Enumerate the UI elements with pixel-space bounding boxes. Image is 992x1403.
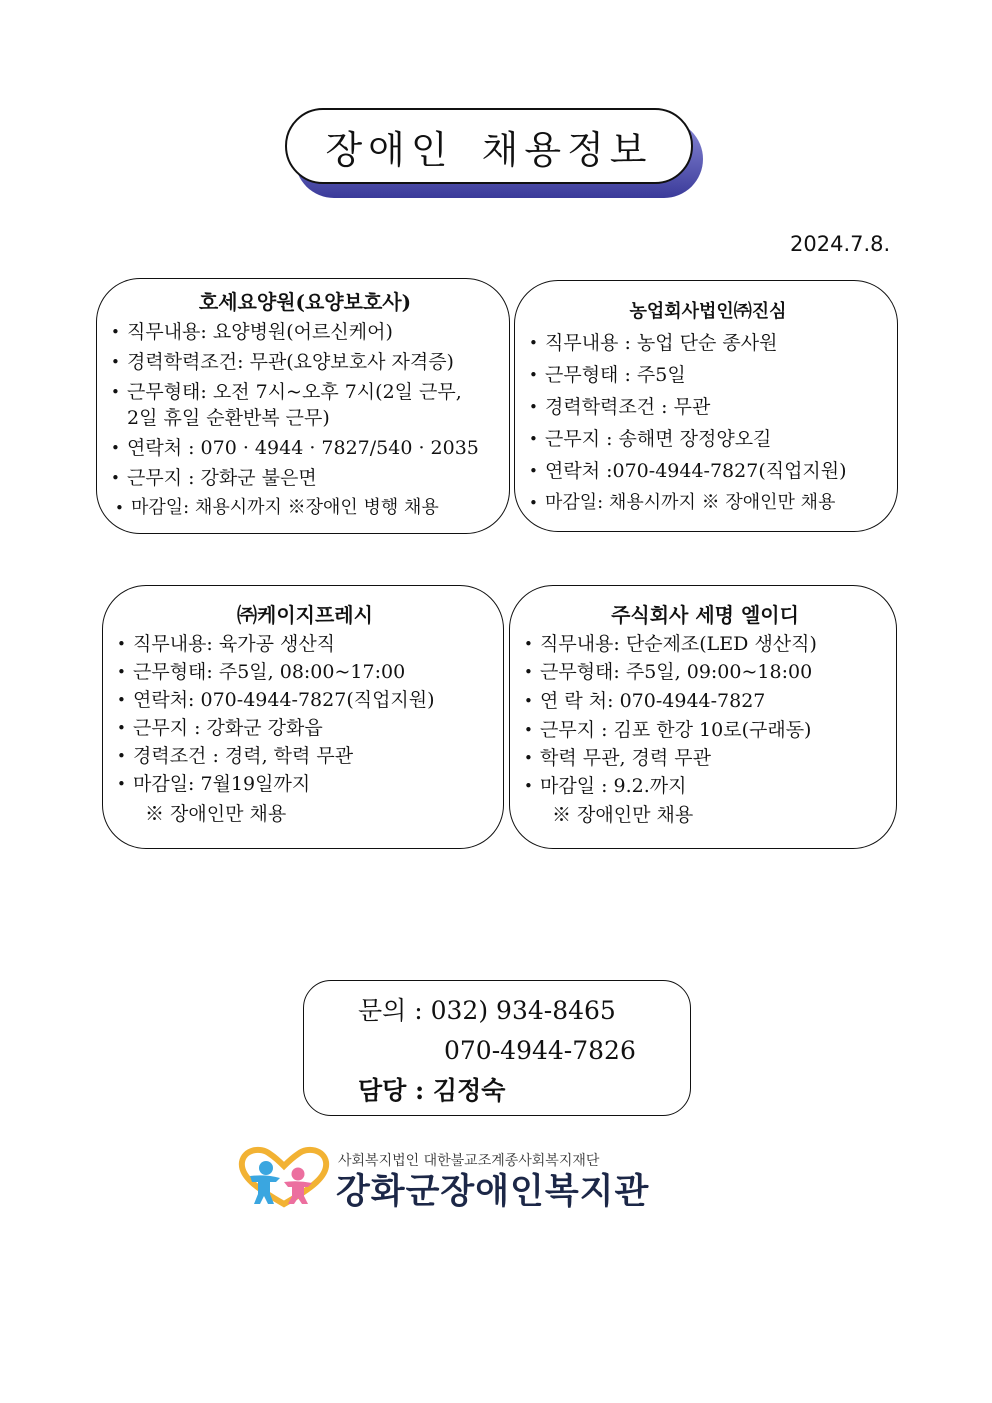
list-item: • 경력학력조건: 무관(요양보호사 자격증): [111, 347, 499, 377]
list-item-continued: 2일 휴일 순환반복 근무): [127, 407, 330, 429]
posting-date: 2024.7.8.: [790, 232, 891, 256]
list-item: • 마감일: 채용시까지 ※장애인 병행 채용: [115, 493, 499, 523]
job-card-kgfresh: [102, 585, 504, 849]
list-item: • 근무형태: 주5일, 09:00~18:00: [524, 658, 886, 686]
job-card-jinsim: [514, 280, 898, 532]
list-item: • 연락처 :070-4944-7827(직업지원): [529, 455, 887, 487]
hiring-note: ※ 장애인만 채용: [552, 804, 694, 826]
list-item: • 연락처: 070-4944-7827(직업지원): [117, 686, 493, 714]
list-item: • 직무내용: 단순제조(LED 생산직): [524, 630, 886, 658]
card-heading: 농업회사법인㈜진심: [629, 301, 787, 322]
list-item: • 경력학력조건 : 무관: [529, 391, 887, 423]
list-item: • 경력조건 : 경력, 학력 무관: [117, 742, 493, 770]
manager-name: 담당 : 김정숙: [358, 1076, 506, 1105]
inquiry-phone-2: [358, 1031, 690, 1071]
organization-logo: [236, 1146, 706, 1210]
card-heading: 주식회사 세명 엘이디: [611, 603, 799, 627]
list-item: • 근무형태: 주5일, 08:00~17:00: [117, 658, 493, 686]
phone-2-number: 070-4944-7826: [444, 1036, 636, 1065]
card-heading: 호세요양원(요양보호사): [198, 290, 412, 314]
list-item: • 직무내용 : 농업 단순 종사원: [529, 327, 887, 359]
list-item: • 직무내용: 육가공 생산직: [117, 630, 493, 658]
list-item: • 근무지 : 강화군 강화읍: [117, 714, 493, 742]
list-item: • 연 락 처: 070-4944-7827: [524, 686, 886, 716]
list-item: • 연락처 : 070 · 4944 · 7827/540 · 2035: [111, 433, 499, 463]
contact-box: [303, 980, 691, 1116]
list-item: • 근무지 : 송해면 장정양오길: [529, 423, 887, 455]
list-item: • 마감일: 7월19일까지: [117, 770, 493, 798]
logo-name: 강화군장애인복지관: [336, 1172, 650, 1212]
job-card-hose: [96, 278, 510, 534]
list-item: • 근무형태: 오전 7시~오후 7시(2일 근무,: [111, 377, 499, 407]
inquiry-phone: 문의 : 032) 934-8465: [358, 996, 616, 1025]
list-item: • 마감일: 채용시까지 ※ 장애인만 채용: [529, 487, 887, 519]
list-item: • 학력 무관, 경력 무관: [524, 744, 886, 772]
list-item: • 마감일 : 9.2.까지: [524, 772, 886, 800]
hiring-note: ※ 장애인만 채용: [145, 803, 287, 825]
job-card-semyeong: [509, 585, 897, 849]
heart-people-icon: [236, 1146, 332, 1208]
list-item: • 근무형태 : 주5일: [529, 359, 887, 391]
title-banner: [285, 108, 705, 200]
card-heading: ㈜케이지프레시: [237, 603, 373, 627]
page-title: 장애인 채용정보: [285, 108, 693, 184]
list-item: • 근무지 : 김포 한강 10로(구래동): [524, 716, 886, 744]
logo-subtitle: 사회복지법인 대한불교조계종사회복지재단: [338, 1153, 600, 1169]
list-item: • 직무내용: 요양병원(어르신케어): [111, 317, 499, 347]
list-item: • 근무지 : 강화군 불은면: [111, 463, 499, 493]
